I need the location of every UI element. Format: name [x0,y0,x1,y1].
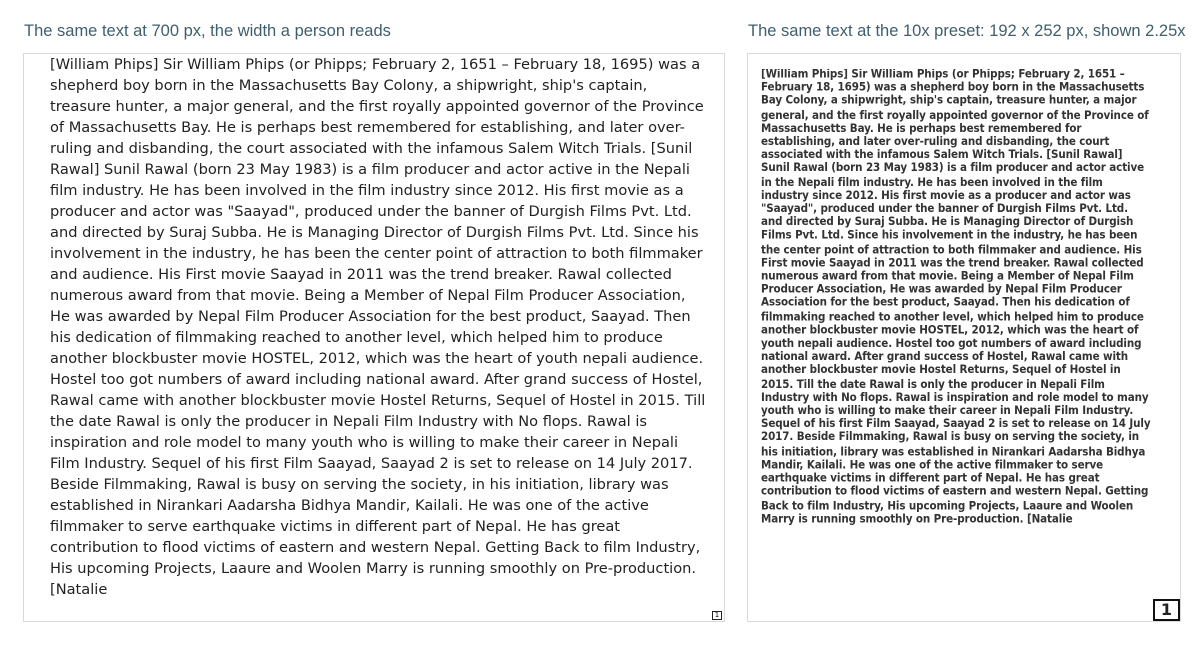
page-number-badge-small: 1 [712,611,722,620]
left-caption: The same text at 700 px, the width a person reads [24,22,391,40]
thumbnail-passage: [William Phips] Sir William Phips (or Phipps; February 2, 1651 – February 18, 1695) was a shepherd boy born in the Massachusetts Bay Colony, a shipwright, ship's captain, treasure hunter, a major general, and the first royally appointed governor of the Province of Massachusetts Bay. He is perhaps best remembered for establishing, and later over-ruling and disbanding, the court associated with the infamous Salem Witch Trials. [Sunil Rawal] Sunil Rawal (born 23 May 1983) is a film producer and actor active in the Nepali film industry. He has been involved in the film industry since 2012. His first movie as a producer and actor was "Saayad", produced under the banner of Durgish Films Pvt. Ltd. and directed by Suraj Subba. He is Managing Director of Durgish Films Pvt. Ltd. Since his involvement in the industry, he has been the center point of attraction to both filmmaker and audience. His First movie Saayad in 2011 was the trend breaker. Rawal collected numerous award from that movie. Being a Member of Nepal Film Producer Association, He was awarded by Nepal Film Producer Association for the best product, Saayad. Then his dedication of filmmaking reached to another level, which helped him to produce another blockbuster movie HOSTEL, 2012, which was the heart of youth nepali audience. Hostel too got numbers of award including national award. After grand success of Hostel, Rawal came with another blockbuster movie Hostel Returns, Sequel of Hostel in 2015. Till the date Rawal is only the producer in Nepali Film Industry with No flops. Rawal is inspiration and role model to many youth who is willing to make their career in Nepali Film Industry. Sequel of his first Film Saayad, Saayad 2 is set to release on 14 July 2017. Beside Filmmaking, Rawal is busy on serving the society, in his initiation, library was established in Nirankari Aadarsha Bidhya Mandir, Kailali. He was one of the active filmmaker to serve earthquake victims in different part of Nepal. He has great contribution to flood victims of eastern and western Nepal. Getting Back to film Industry, His upcoming Projects, Laaure and Woolen Marry is running smoothly on Pre-production. [Natalie [761,69,1151,527]
right-caption: The same text at the 10x preset: 192 x 252 px, shown 2.25x [748,22,1186,40]
full-width-passage: [William Phips] Sir William Phips (or Phipps; February 2, 1651 – February 18, 1695) was a shepherd boy born in the Massachusetts Bay Colony, a shipwright, ship's captain, treasure hunter, a major general, and the first royally appointed governor of the Province of Massachusetts Bay. He is perhaps best remembered for establishing, and later over-ruling and disbanding, the court associated with the infamous Salem Witch Trials. [Sunil Rawal] Sunil Rawal (born 23 May 1983) is a film producer and actor active in the Nepali film industry. He has been involved in the film industry since 2012. His first movie as a producer and actor was "Saayad", produced under the banner of Durgish Films Pvt. Ltd. and directed by Suraj Subba. He is Managing Director of Durgish Films Pvt. Ltd. Since his involvement in the industry, he has been the center point of attraction to both filmmaker and audience. His First movie Saayad in 2011 was the trend breaker. Rawal collected numerous award from that movie. Being a Member of Nepal Film Producer Association, He was awarded by Nepal Film Producer Association for the best product, Saayad. Then his dedication of filmmaking reached to another level, which helped him to produce another blockbuster movie HOSTEL, 2012, which was the heart of youth nepali audience. Hostel too got numbers of award including national award. After grand success of Hostel, Rawal came with another blockbuster movie Hostel Returns, Sequel of Hostel in 2015. Till the date Rawal is only the producer in Nepali Film Industry with No flops. Rawal is inspiration and role model to many youth who is willing to make their career in Nepali Film Industry. Sequel of his first Film Saayad, Saayad 2 is set to release on 14 July 2017. Beside Filmmaking, Rawal is busy on serving the society, in his initiation, library was established in Nirankari Aadarsha Bidhya Mandir, Kailali. He was one of the active filmmaker to serve earthquake victims in different part of Nepal. He has great contribution to flood victims of eastern and western Nepal. Getting Back to film Industry, His upcoming Projects, Laaure and Woolen Marry is running smoothly on Pre-production. [Natalie [50,56,706,598]
page-number-badge-large: 1 [1153,599,1180,621]
preset-preview-panel [747,53,1181,622]
full-width-text-panel [23,53,725,622]
scaled-thumbnail [761,69,1151,616]
